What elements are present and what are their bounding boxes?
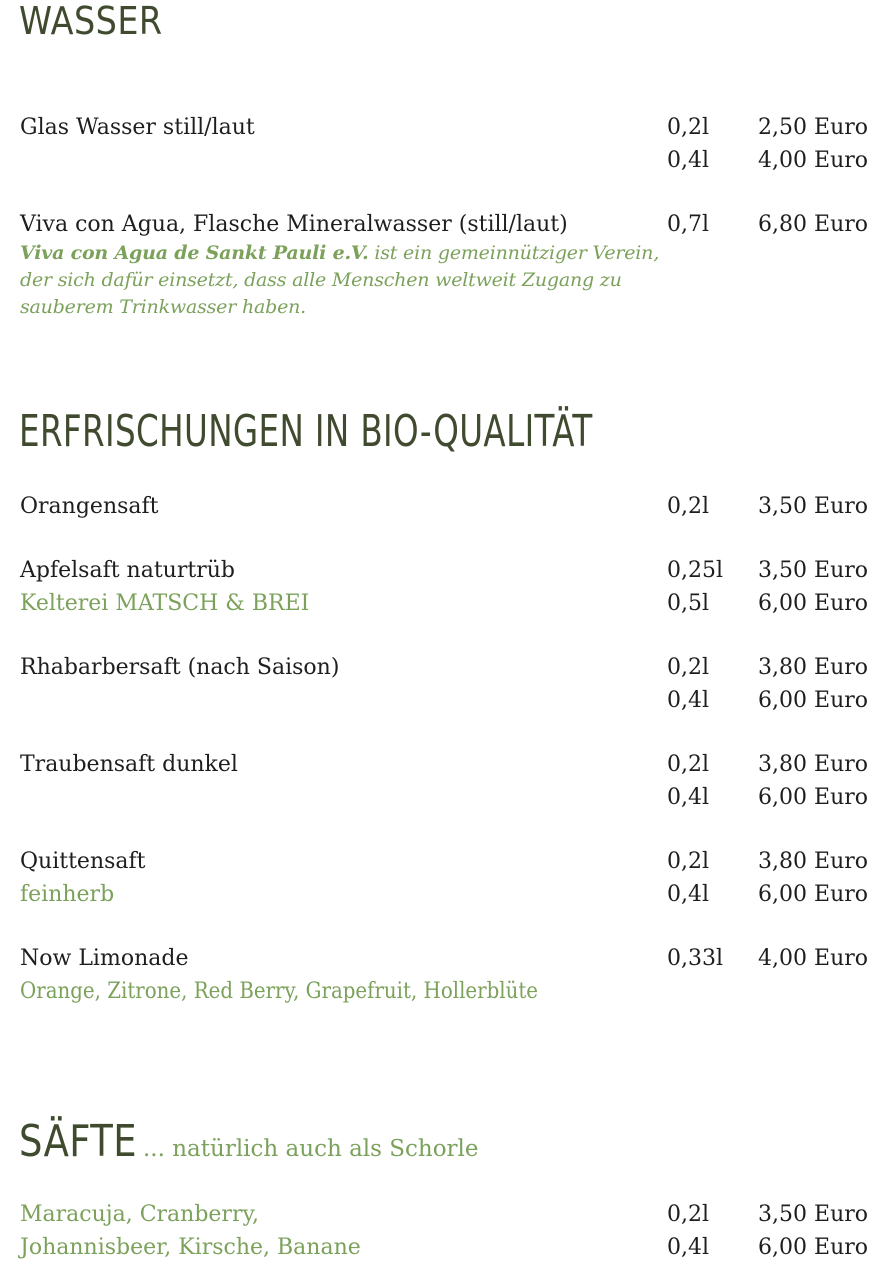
item-volume: 0,2l (667, 752, 710, 777)
item-volume: 0,7l (667, 212, 710, 237)
menu-item-size (0, 878, 884, 911)
item-price: 3,50 Euro (758, 494, 868, 519)
description-text: ist ein gemeinnütziger Verein, der sich dafür einsetzt, dass alle Menschen weltweit Zugang zu sauberem Trinkwasser haben. (20, 242, 660, 318)
item-price: 3,80 Euro (758, 655, 868, 680)
menu-item-size (0, 587, 884, 620)
item-price: 4,00 Euro (758, 946, 868, 971)
org-name: Viva con Agua de Sankt Pauli e.V. (20, 242, 369, 264)
menu-item (0, 845, 884, 878)
item-volume: 0,33l (667, 946, 724, 971)
item-volume: 0,2l (667, 655, 710, 680)
menu-item (0, 748, 884, 781)
item-price: 6,00 Euro (758, 785, 868, 810)
item-volume: 0,2l (667, 115, 710, 140)
item-volume: 0,2l (667, 494, 710, 519)
item-price: 6,00 Euro (758, 1235, 868, 1260)
item-price: 3,50 Euro (758, 1202, 868, 1227)
item-subtitle: Orange, Zitrone, Red Berry, Grapefruit, Hollerblüte (20, 979, 539, 1004)
item-volume: 0,4l (667, 785, 710, 810)
section-title-erfrischungen: ERFRISCHUNGEN IN BIO-QUALITÄT (19, 406, 593, 457)
item-volume: 0,4l (667, 148, 710, 173)
menu-item (0, 1198, 884, 1231)
item-subtitle: Kelterei MATSCH & BREI (20, 591, 310, 616)
item-volume: 0,5l (667, 591, 710, 616)
item-price: 6,80 Euro (758, 212, 868, 237)
menu-item-size (0, 684, 884, 717)
item-name: Quittensaft (20, 849, 146, 874)
item-price: 6,00 Euro (758, 591, 868, 616)
item-name: Traubensaft dunkel (20, 752, 238, 777)
item-description (20, 240, 660, 321)
item-volume: 0,4l (667, 882, 710, 907)
item-volume: 0,2l (667, 849, 710, 874)
menu-item (0, 554, 884, 587)
item-price: 6,00 Euro (758, 882, 868, 907)
menu-item-size (0, 1231, 884, 1264)
menu-item (0, 651, 884, 684)
item-price: 3,50 Euro (758, 558, 868, 583)
item-volume: 0,4l (667, 688, 710, 713)
section-title-saefte: SÄFTE (19, 1116, 138, 1167)
item-subtitle: feinherb (20, 882, 115, 907)
menu-item (0, 208, 884, 241)
item-price: 3,80 Euro (758, 849, 868, 874)
item-volume: 0,4l (667, 1235, 710, 1260)
menu-item (0, 942, 884, 975)
menu-item (0, 111, 884, 144)
section-title-wasser: WASSER (19, 0, 163, 43)
item-subtitle: Johannisbeer, Kirsche, Banane (20, 1235, 361, 1260)
item-name: Glas Wasser still/laut (20, 115, 255, 140)
menu-item-size (0, 781, 884, 814)
menu-item-subtitle-row (0, 975, 884, 1008)
item-volume: 0,25l (667, 558, 724, 583)
menu-item (0, 490, 884, 523)
section-tagline: ... natürlich auch als Schorle (143, 1136, 479, 1162)
item-volume: 0,2l (667, 1202, 710, 1227)
item-price: 2,50 Euro (758, 115, 868, 140)
item-name: Viva con Agua, Flasche Mineralwasser (still/laut) (20, 212, 568, 237)
item-name: Orangensaft (20, 494, 159, 519)
item-name: Maracuja, Cranberry, (20, 1202, 259, 1227)
item-name: Apfelsaft naturtrüb (20, 558, 235, 583)
item-price: 4,00 Euro (758, 148, 868, 173)
menu-item-size (0, 144, 884, 177)
item-name: Rhabarbersaft (nach Saison) (20, 655, 340, 680)
item-price: 3,80 Euro (758, 752, 868, 777)
item-price: 6,00 Euro (758, 688, 868, 713)
item-name: Now Limonade (20, 946, 189, 971)
